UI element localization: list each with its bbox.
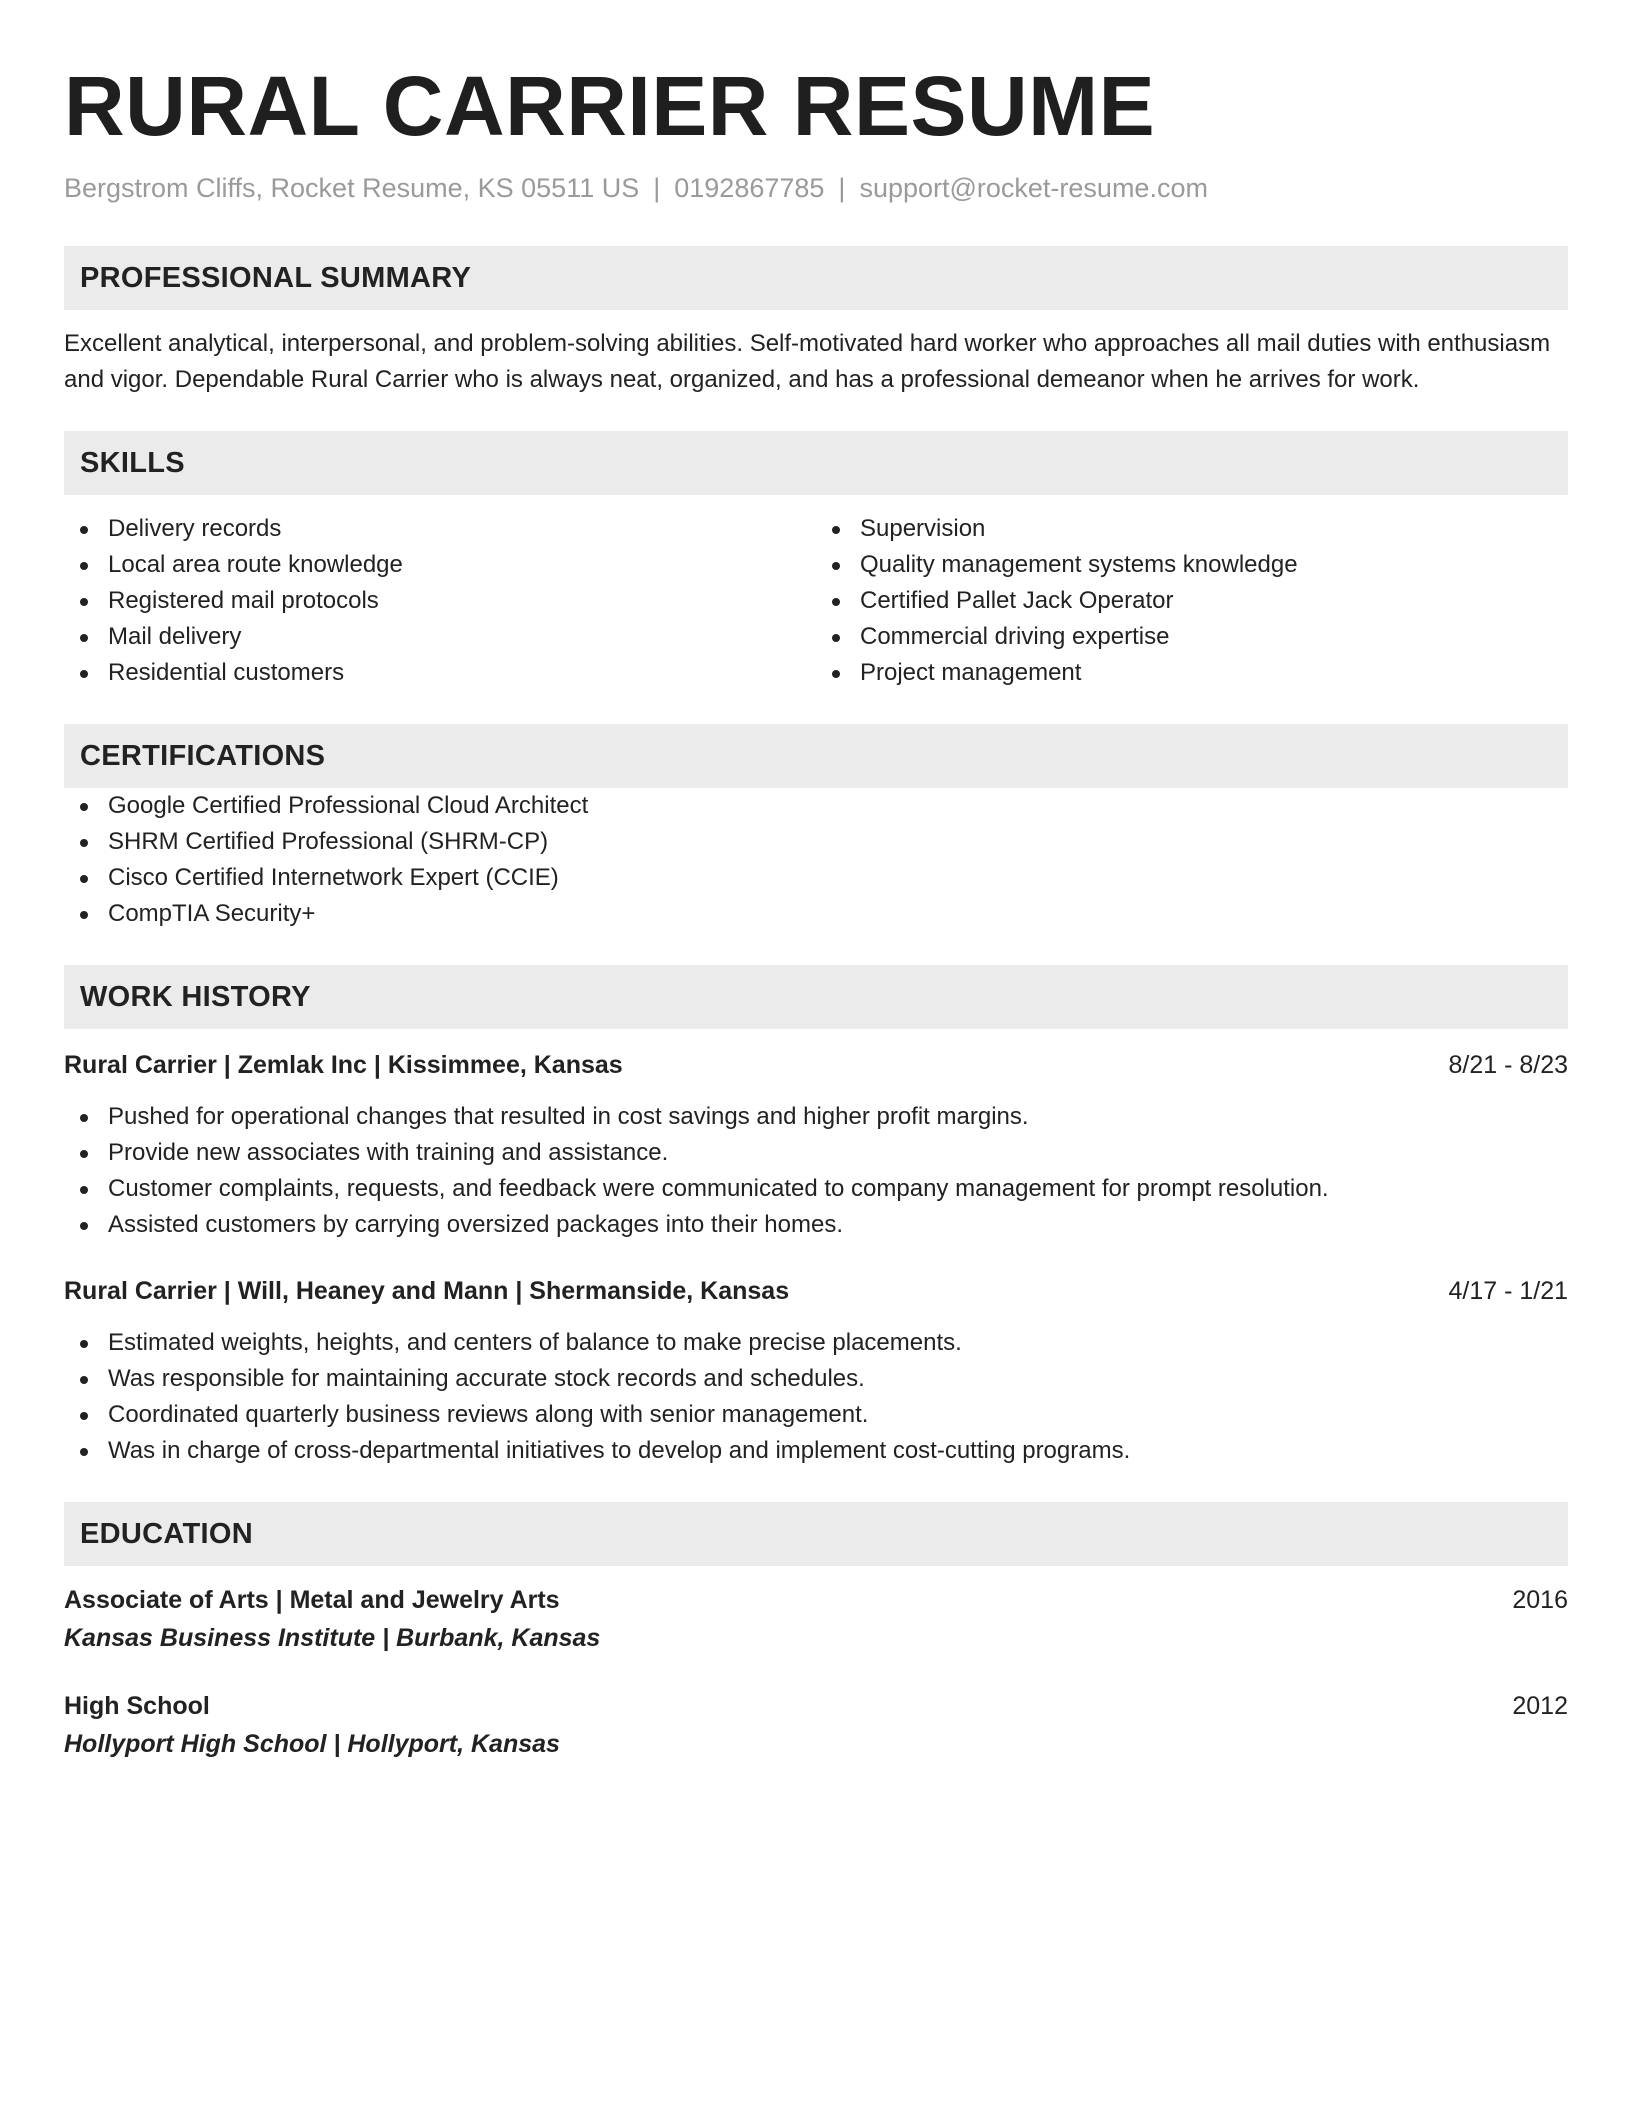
job-bullet: Assisted customers by carrying oversized packages into their homes. xyxy=(64,1207,1568,1243)
skill-item: Supervision xyxy=(816,511,1568,547)
job-bullet: Customer complaints, requests, and feedback were communicated to company management for prompt resolution. xyxy=(64,1171,1568,1207)
job-bullet: Was responsible for maintaining accurate stock records and schedules. xyxy=(64,1361,1568,1397)
job-header xyxy=(64,1273,1568,1309)
skill-item: Residential customers xyxy=(64,655,816,691)
job-bullet: Was in charge of cross-departmental initiatives to develop and implement cost-cutting programs. xyxy=(64,1433,1568,1469)
job-header xyxy=(64,1047,1568,1083)
job-bullets xyxy=(64,1099,1568,1243)
work-history-heading: WORK HISTORY xyxy=(64,965,1568,1029)
job-bullet: Coordinated quarterly business reviews along with senior management. xyxy=(64,1397,1568,1433)
skill-item: Quality management systems knowledge xyxy=(816,547,1568,583)
education-school: Kansas Business Institute | Burbank, Kansas xyxy=(64,1624,601,1652)
certifications-heading: CERTIFICATIONS xyxy=(64,724,1568,788)
education-entry xyxy=(64,1688,1568,1764)
skill-item: Certified Pallet Jack Operator xyxy=(816,583,1568,619)
skills-grid xyxy=(64,511,1568,691)
work-history-section xyxy=(64,965,1568,1469)
skill-item: Delivery records xyxy=(64,511,816,547)
skills-column-right xyxy=(816,511,1568,691)
education-header xyxy=(64,1582,1568,1618)
job-bullet: Estimated weights, heights, and centers of balance to make precise placements. xyxy=(64,1325,1568,1361)
skill-item: Local area route knowledge xyxy=(64,547,816,583)
skills-section xyxy=(64,431,1568,691)
education-section xyxy=(64,1502,1568,1764)
contact-address: Bergstrom Cliffs, Rocket Resume, KS 05511 US xyxy=(64,173,640,203)
education-entry xyxy=(64,1582,1568,1658)
certifications-list xyxy=(64,788,1568,932)
skill-item: Registered mail protocols xyxy=(64,583,816,619)
job-bullets xyxy=(64,1325,1568,1469)
education-year: 2016 xyxy=(1512,1586,1568,1614)
job-title: Rural Carrier | Zemlak Inc | Kissimmee, Kansas xyxy=(64,1051,623,1079)
job-dates: 4/17 - 1/21 xyxy=(1448,1277,1568,1305)
skill-item: Commercial driving expertise xyxy=(816,619,1568,655)
skills-heading: SKILLS xyxy=(64,431,1568,495)
certification-item: CompTIA Security+ xyxy=(64,896,1568,932)
contact-separator: | xyxy=(838,173,846,203)
education-header xyxy=(64,1688,1568,1724)
skill-item: Project management xyxy=(816,655,1568,691)
education-degree: Associate of Arts | Metal and Jewelry Arts xyxy=(64,1586,560,1614)
education-school: Hollyport High School | Hollyport, Kansas xyxy=(64,1730,560,1758)
skills-column-left xyxy=(64,511,816,691)
education-heading: EDUCATION xyxy=(64,1502,1568,1566)
contact-line xyxy=(64,168,1568,208)
certification-item: SHRM Certified Professional (SHRM-CP) xyxy=(64,824,1568,860)
certification-item: Google Certified Professional Cloud Architect xyxy=(64,788,1568,824)
job-bullet: Provide new associates with training and assistance. xyxy=(64,1135,1568,1171)
skill-item: Mail delivery xyxy=(64,619,816,655)
job-entry xyxy=(64,1047,1568,1243)
resume-title: RURAL CARRIER RESUME xyxy=(64,59,1156,153)
job-bullet: Pushed for operational changes that resulted in cost savings and higher profit margins. xyxy=(64,1099,1568,1135)
certification-item: Cisco Certified Internetwork Expert (CCIE) xyxy=(64,860,1568,896)
education-year: 2012 xyxy=(1512,1692,1568,1720)
job-entry xyxy=(64,1273,1568,1469)
contact-email: support@rocket-resume.com xyxy=(859,173,1208,203)
certifications-section xyxy=(64,724,1568,932)
contact-separator: | xyxy=(653,173,661,203)
contact-phone: 0192867785 xyxy=(674,173,825,203)
summary-text: Excellent analytical, interpersonal, and problem-solving abilities. Self-motivated hard worker who approaches all mail duties with enthusiasm and vigor. Dependable Rural Carrier who is always neat, organized, and has a professional demeanor when he arrives for work. xyxy=(64,330,1551,393)
job-dates: 8/21 - 8/23 xyxy=(1448,1051,1568,1079)
job-title: Rural Carrier | Will, Heaney and Mann | Shermanside, Kansas xyxy=(64,1277,790,1305)
education-degree: High School xyxy=(64,1692,210,1720)
summary-heading: PROFESSIONAL SUMMARY xyxy=(64,246,1568,310)
summary-section xyxy=(64,246,1568,398)
